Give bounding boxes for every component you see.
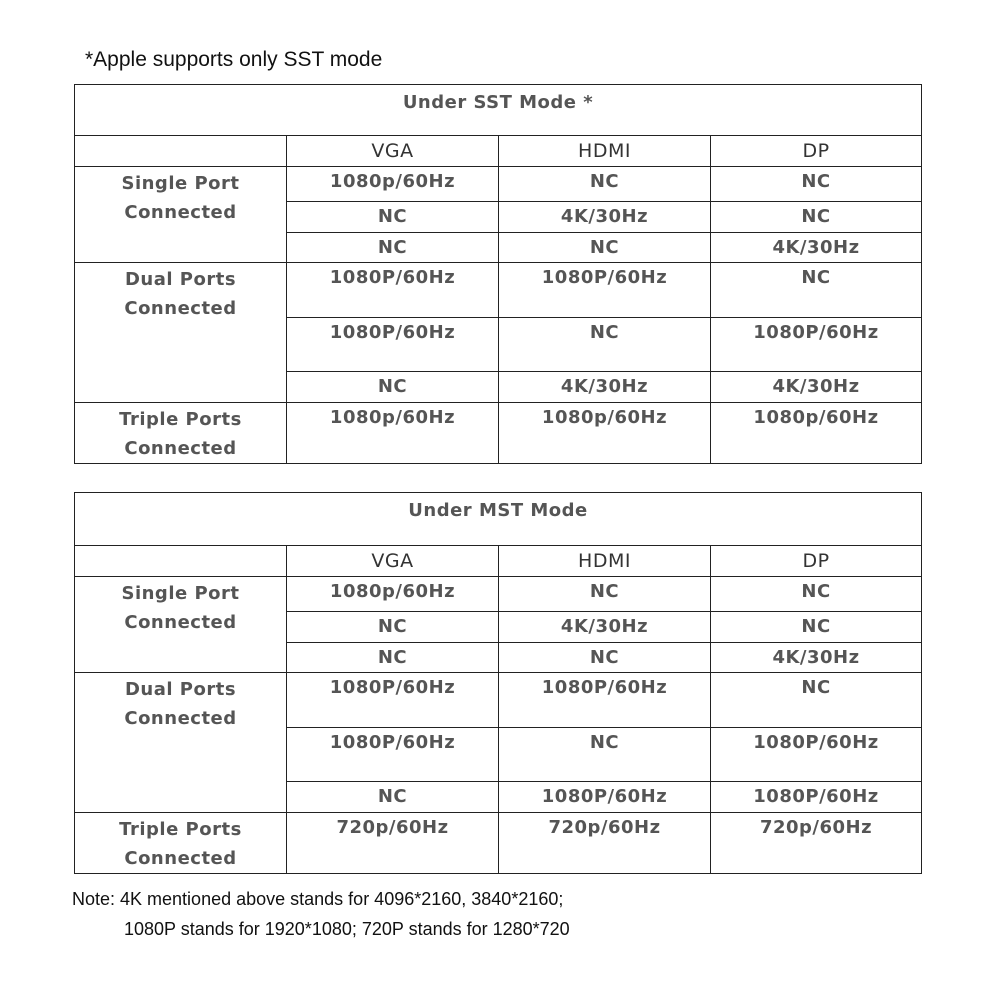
sst-table-title: Under SST Mode * — [75, 85, 922, 136]
row-label: Dual Ports — [124, 679, 237, 700]
table-cell: 1080p/60Hz — [499, 403, 711, 464]
table-cell: 1080p/60Hz — [287, 577, 499, 612]
table-cell: 1080P/60Hz — [287, 318, 499, 372]
mst-col-dp: DP — [711, 546, 922, 577]
table-cell: NC — [499, 318, 711, 372]
mst-col-vga: VGA — [287, 546, 499, 577]
row-label: Triple Ports — [119, 819, 242, 840]
table-cell: 720p/60Hz — [711, 813, 922, 874]
table-cell: 720p/60Hz — [287, 813, 499, 874]
sst-mode-table — [74, 84, 922, 464]
row-label: Connected — [124, 612, 237, 633]
row-label: Connected — [124, 298, 237, 319]
table-cell: 1080P/60Hz — [499, 782, 711, 813]
row-label: Single Port — [121, 583, 240, 604]
table-cell: 1080P/60Hz — [711, 728, 922, 782]
table-cell: NC — [499, 728, 711, 782]
mst-row-triple-ports — [75, 813, 287, 874]
mst-mode-table — [74, 492, 922, 874]
table-cell: NC — [711, 612, 922, 643]
table-cell: 4K/30Hz — [711, 233, 922, 263]
sst-row-triple-ports — [75, 403, 287, 464]
table-cell: NC — [711, 167, 922, 202]
row-label: Connected — [124, 438, 237, 459]
table-cell: 1080P/60Hz — [499, 263, 711, 318]
table-cell: NC — [711, 673, 922, 728]
note-line-1: Note: 4K mentioned above stands for 4096*2160, 3840*2160; — [72, 889, 564, 909]
table-cell: NC — [499, 167, 711, 202]
table-cell: 1080p/60Hz — [287, 403, 499, 464]
row-label: Dual Ports — [124, 269, 237, 290]
sst-col-hdmi: HDMI — [499, 136, 711, 167]
resolution-note — [72, 884, 570, 944]
mst-table-title: Under MST Mode — [75, 493, 922, 546]
table-cell: NC — [287, 612, 499, 643]
table-cell: NC — [499, 577, 711, 612]
sst-corner-cell — [75, 136, 287, 167]
sst-row-dual-ports — [75, 263, 287, 403]
note-line-2: 1080P stands for 1920*1080; 720P stands for 1280*720 — [124, 919, 570, 939]
row-label: Connected — [124, 848, 237, 869]
table-cell: 1080P/60Hz — [287, 263, 499, 318]
table-cell: 4K/30Hz — [499, 372, 711, 403]
table-cell: 1080P/60Hz — [711, 318, 922, 372]
table-cell: NC — [711, 202, 922, 233]
mst-row-single-port — [75, 577, 287, 673]
table-cell: 1080P/60Hz — [287, 728, 499, 782]
mst-row-dual-ports — [75, 673, 287, 813]
table-cell: 1080P/60Hz — [711, 782, 922, 813]
row-label: Connected — [124, 202, 237, 223]
table-cell: NC — [287, 643, 499, 673]
sst-row-single-port — [75, 167, 287, 263]
table-cell: 1080p/60Hz — [711, 403, 922, 464]
sst-col-dp: DP — [711, 136, 922, 167]
table-cell: 4K/30Hz — [499, 202, 711, 233]
table-cell: 720p/60Hz — [499, 813, 711, 874]
table-cell: 1080P/60Hz — [499, 673, 711, 728]
apple-sst-note: *Apple supports only SST mode — [85, 48, 383, 71]
mst-col-hdmi: HDMI — [499, 546, 711, 577]
table-cell: NC — [287, 782, 499, 813]
table-cell: NC — [711, 577, 922, 612]
row-label: Triple Ports — [119, 409, 242, 430]
table-cell: NC — [499, 643, 711, 673]
mst-corner-cell — [75, 546, 287, 577]
table-cell: NC — [287, 233, 499, 263]
table-cell: NC — [711, 263, 922, 318]
table-cell: 4K/30Hz — [711, 643, 922, 673]
table-cell: 1080p/60Hz — [287, 167, 499, 202]
table-cell: 4K/30Hz — [711, 372, 922, 403]
row-label: Single Port — [121, 173, 240, 194]
row-label: Connected — [124, 708, 237, 729]
table-cell: NC — [287, 372, 499, 403]
table-cell: NC — [499, 233, 711, 263]
table-cell: 1080P/60Hz — [287, 673, 499, 728]
table-cell: 4K/30Hz — [499, 612, 711, 643]
sst-col-vga: VGA — [287, 136, 499, 167]
table-cell: NC — [287, 202, 499, 233]
